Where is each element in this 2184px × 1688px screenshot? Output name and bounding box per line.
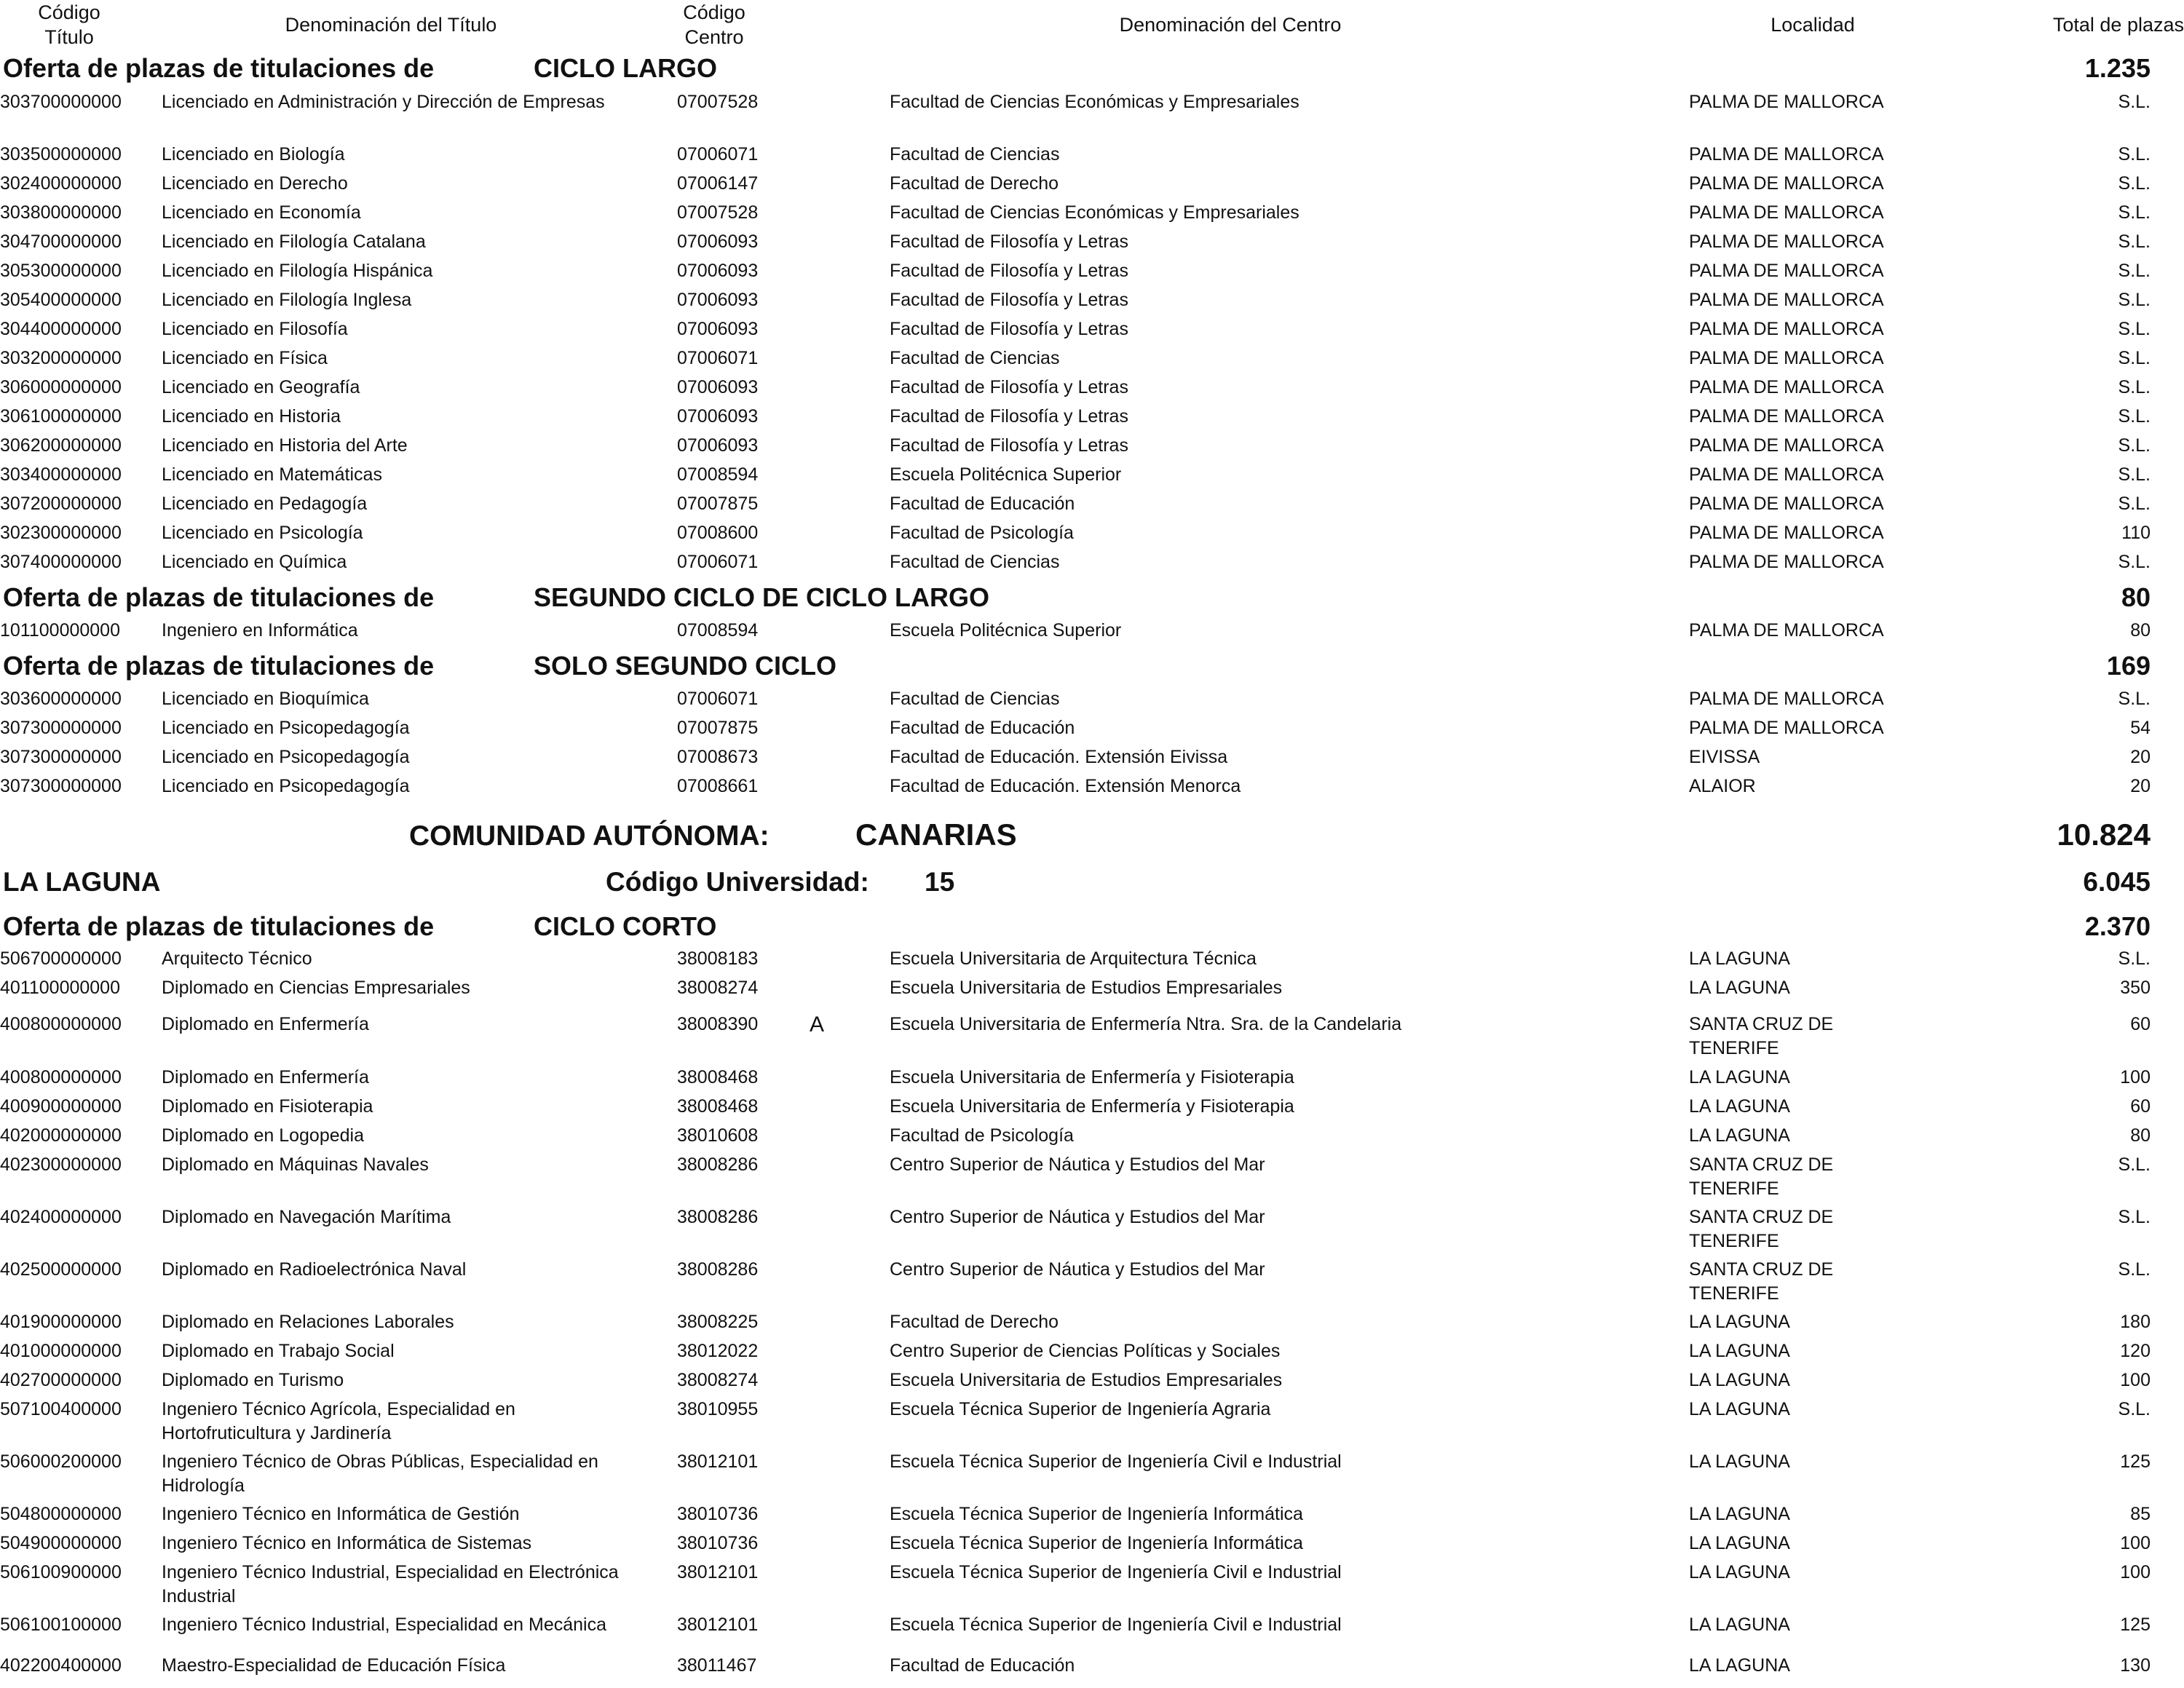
- row-code: 307400000000: [0, 552, 122, 572]
- row-title: Diplomado en Máquinas Navales: [162, 1154, 429, 1175]
- header-denominacion-centro: Denominación del Centro: [1119, 14, 1342, 36]
- row-title: Licenciado en Psicopedagogía: [162, 718, 410, 738]
- row-locality: PALMA DE MALLORCA: [1689, 435, 1884, 456]
- row-code: 402700000000: [0, 1370, 122, 1390]
- row-center-name: Facultad de Filosofía y Letras: [890, 319, 1128, 339]
- row-locality: LA LAGUNA: [1689, 1614, 1790, 1635]
- row-title: Licenciado en Biología: [162, 144, 345, 165]
- row-locality: PALMA DE MALLORCA: [1689, 348, 1884, 368]
- row-center-code: 07008600: [677, 523, 759, 543]
- row-code: 402400000000: [0, 1207, 122, 1227]
- row-locality: LA LAGUNA: [1689, 1562, 1790, 1582]
- row-center-code: 07008594: [677, 620, 759, 641]
- row-center-name: Escuela Técnica Superior de Ingeniería Informática: [890, 1504, 1303, 1524]
- row-title: Licenciado en Psicología: [162, 523, 363, 543]
- row-center-code: 38008286: [677, 1259, 759, 1280]
- row-code: 303700000000: [0, 92, 122, 112]
- row-total: S.L.: [2118, 435, 2151, 456]
- row-total: 100: [2120, 1533, 2151, 1553]
- row-locality: SANTA CRUZ DE TENERIFE: [1689, 1154, 1834, 1199]
- universidad-code: 15: [925, 867, 955, 897]
- row-code: 401900000000: [0, 1312, 122, 1332]
- row-locality: PALMA DE MALLORCA: [1689, 290, 1884, 310]
- row-code: 303800000000: [0, 202, 122, 223]
- row-center-code: 07008661: [677, 776, 759, 796]
- row-center-code: 38012022: [677, 1341, 759, 1361]
- comunidad-name: CANARIAS: [855, 817, 1017, 852]
- row-center-code: 07007528: [677, 92, 759, 112]
- row-code: 506700000000: [0, 948, 122, 969]
- row-total: S.L.: [2118, 494, 2151, 514]
- row-center-name: Facultad de Ciencias: [890, 348, 1060, 368]
- row-total: S.L.: [2118, 144, 2151, 165]
- row-code: 506000200000: [0, 1451, 122, 1472]
- row-total: S.L.: [2118, 377, 2151, 397]
- row-title: Licenciado en Bioquímica: [162, 689, 369, 709]
- row-center-code: 07006071: [677, 348, 759, 368]
- universidad-code-label: Código Universidad:: [606, 867, 869, 897]
- row-total: 100: [2120, 1562, 2151, 1582]
- row-center-name: Facultad de Filosofía y Letras: [890, 231, 1128, 252]
- row-code: 302300000000: [0, 523, 122, 543]
- row-title: Diplomado en Turismo: [162, 1370, 344, 1390]
- row-total: 350: [2120, 978, 2151, 998]
- row-center-code: 07007875: [677, 718, 759, 738]
- row-locality: PALMA DE MALLORCA: [1689, 377, 1884, 397]
- row-locality: PALMA DE MALLORCA: [1689, 173, 1884, 194]
- row-locality: ALAIOR: [1689, 776, 1756, 796]
- row-total: S.L.: [2118, 92, 2151, 112]
- row-code: 504800000000: [0, 1504, 122, 1524]
- row-total: S.L.: [2118, 948, 2151, 969]
- section-total: 80: [2121, 582, 2151, 612]
- row-center-name: Centro Superior de Náutica y Estudios del Mar: [890, 1207, 1265, 1227]
- row-center-name: Escuela Técnica Superior de Ingeniería Civil e Industrial: [890, 1451, 1342, 1472]
- row-code: 307300000000: [0, 776, 122, 796]
- section-type: CICLO CORTO: [534, 911, 717, 941]
- row-locality: LA LAGUNA: [1689, 1655, 1790, 1676]
- row-center-code: 07006071: [677, 144, 759, 165]
- row-code: 307300000000: [0, 747, 122, 767]
- row-title: Ingeniero Técnico Industrial, Especialidad en Mecánica: [162, 1614, 607, 1635]
- row-title: Diplomado en Relaciones Laborales: [162, 1312, 454, 1332]
- row-locality: SANTA CRUZ DE TENERIFE: [1689, 1207, 1834, 1251]
- row-code: 304700000000: [0, 231, 122, 252]
- row-total: S.L.: [2118, 552, 2151, 572]
- row-total: S.L.: [2118, 1154, 2151, 1175]
- row-center-name: Facultad de Filosofía y Letras: [890, 377, 1128, 397]
- row-center-name: Centro Superior de Náutica y Estudios del Mar: [890, 1154, 1265, 1175]
- section-total: 2.370: [2084, 911, 2151, 941]
- row-title: Diplomado en Logopedia: [162, 1125, 364, 1146]
- row-locality: SANTA CRUZ DE TENERIFE: [1689, 1014, 1834, 1058]
- row-title: Licenciado en Química: [162, 552, 347, 572]
- row-total: S.L.: [2118, 464, 2151, 485]
- row-center-name: Facultad de Filosofía y Letras: [890, 406, 1128, 427]
- row-center-code: 38008286: [677, 1154, 759, 1175]
- row-total: 60: [2130, 1096, 2151, 1117]
- row-center-name: Escuela Universitaria de Arquitectura Técnica: [890, 948, 1257, 969]
- row-total: 125: [2120, 1451, 2151, 1472]
- row-locality: PALMA DE MALLORCA: [1689, 620, 1884, 641]
- row-code: 306000000000: [0, 377, 122, 397]
- row-locality: PALMA DE MALLORCA: [1689, 552, 1884, 572]
- row-code: 402500000000: [0, 1259, 122, 1280]
- row-code: 307200000000: [0, 494, 122, 514]
- row-total: 20: [2130, 776, 2151, 796]
- row-locality: LA LAGUNA: [1689, 978, 1790, 998]
- row-center-name: Escuela Universitaria de Enfermería Ntra. Sra. de la Candelaria: [890, 1014, 1402, 1034]
- row-total: 110: [2121, 523, 2151, 543]
- row-center-code: 38012101: [677, 1451, 759, 1472]
- row-center-code: 07006093: [677, 231, 759, 252]
- row-center-code: 38010736: [677, 1533, 759, 1553]
- row-locality: LA LAGUNA: [1689, 1312, 1790, 1332]
- row-center-code: 38012101: [677, 1614, 759, 1635]
- row-title: Licenciado en Física: [162, 348, 328, 368]
- row-center-name: Facultad de Educación. Extensión Menorca: [890, 776, 1241, 796]
- row-total: S.L.: [2118, 290, 2151, 310]
- row-center-name: Escuela Técnica Superior de Ingeniería Civil e Industrial: [890, 1562, 1342, 1582]
- row-title: Arquitecto Técnico: [162, 948, 312, 969]
- row-total: 80: [2130, 620, 2151, 641]
- row-total: 120: [2120, 1341, 2151, 1361]
- row-locality: PALMA DE MALLORCA: [1689, 144, 1884, 165]
- row-center-code: 38008286: [677, 1207, 759, 1227]
- row-code: 506100900000: [0, 1562, 122, 1582]
- row-center-name: Escuela Politécnica Superior: [890, 464, 1122, 485]
- row-center-code: 38008468: [677, 1096, 759, 1117]
- row-center-code: 38008225: [677, 1312, 759, 1332]
- row-code: 507100400000: [0, 1399, 122, 1419]
- header-localidad: Localidad: [1770, 14, 1855, 36]
- row-code: 402300000000: [0, 1154, 122, 1175]
- row-locality: PALMA DE MALLORCA: [1689, 202, 1884, 223]
- row-center-name: Facultad de Ciencias: [890, 552, 1060, 572]
- row-title: Licenciado en Historia: [162, 406, 341, 427]
- row-total: S.L.: [2118, 1207, 2151, 1227]
- row-total: S.L.: [2118, 173, 2151, 194]
- row-title: Diplomado en Enfermería: [162, 1067, 369, 1087]
- row-total: S.L.: [2118, 1259, 2151, 1280]
- row-locality: LA LAGUNA: [1689, 1533, 1790, 1553]
- row-center-name: Facultad de Derecho: [890, 173, 1059, 194]
- row-code: 303500000000: [0, 144, 122, 165]
- row-title: Licenciado en Economía: [162, 202, 361, 223]
- row-center-name: Facultad de Ciencias Económicas y Empresariales: [890, 92, 1299, 112]
- row-center-code: 38011467: [677, 1655, 757, 1676]
- row-center-name: Facultad de Psicología: [890, 523, 1074, 543]
- row-code: 303600000000: [0, 689, 122, 709]
- row-center-name: Facultad de Educación: [890, 494, 1075, 514]
- row-center-code: 07006093: [677, 435, 759, 456]
- row-center-name: Centro Superior de Náutica y Estudios del Mar: [890, 1259, 1265, 1280]
- row-locality: LA LAGUNA: [1689, 1125, 1790, 1146]
- row-total: 125: [2120, 1614, 2151, 1635]
- row-center-code: 07006093: [677, 406, 759, 427]
- row-total: 60: [2130, 1014, 2151, 1034]
- row-title: Licenciado en Historia del Arte: [162, 435, 408, 456]
- row-center-name: Escuela Técnica Superior de Ingeniería Informática: [890, 1533, 1303, 1553]
- row-center-name: Facultad de Educación: [890, 718, 1075, 738]
- section-label: Oferta de plazas de titulaciones de: [3, 53, 435, 83]
- row-center-name: Facultad de Derecho: [890, 1312, 1059, 1332]
- row-center-name: Escuela Técnica Superior de Ingeniería Agraria: [890, 1399, 1271, 1419]
- row-title: Licenciado en Administración y Dirección de Empresas: [162, 92, 605, 112]
- row-center-code: 38010736: [677, 1504, 759, 1524]
- section-type: CICLO LARGO: [534, 53, 717, 83]
- row-center-code: 38008274: [677, 1370, 759, 1390]
- row-title: Licenciado en Psicopedagogía: [162, 776, 410, 796]
- row-title: Diplomado en Enfermería: [162, 1014, 369, 1034]
- row-title: Maestro-Especialidad de Educación Física: [162, 1655, 506, 1676]
- row-title: Licenciado en Geografía: [162, 377, 360, 397]
- row-code: 402200400000: [0, 1655, 122, 1676]
- row-center-code: 07006093: [677, 261, 759, 281]
- row-code: 306200000000: [0, 435, 122, 456]
- row-title: Ingeniero Técnico en Informática de Sistemas: [162, 1533, 532, 1553]
- universidad-name: LA LAGUNA: [3, 867, 161, 897]
- header-denominacion-titulo: Denominación del Título: [285, 14, 497, 36]
- row-center-code: 07006147: [677, 173, 759, 194]
- row-title: Diplomado en Trabajo Social: [162, 1341, 395, 1361]
- row-locality: PALMA DE MALLORCA: [1689, 231, 1884, 252]
- row-total: 20: [2130, 747, 2151, 767]
- row-total: S.L.: [2118, 261, 2151, 281]
- row-center-name: Escuela Universitaria de Estudios Empresariales: [890, 1370, 1283, 1390]
- row-title: Licenciado en Filología Catalana: [162, 231, 426, 252]
- row-title: Licenciado en Pedagogía: [162, 494, 368, 514]
- section-total: 169: [2106, 651, 2151, 681]
- row-center-code: 07008673: [677, 747, 759, 767]
- row-code: 402000000000: [0, 1125, 122, 1146]
- row-locality: PALMA DE MALLORCA: [1689, 406, 1884, 427]
- row-center-name: Escuela Universitaria de Enfermería y Fisioterapia: [890, 1096, 1294, 1117]
- row-code: 304400000000: [0, 319, 122, 339]
- row-locality: EIVISSA: [1689, 747, 1760, 767]
- row-title: Diplomado en Navegación Marítima: [162, 1207, 451, 1227]
- row-code: 504900000000: [0, 1533, 122, 1553]
- row-center-code: 07006071: [677, 689, 759, 709]
- row-center-name: Facultad de Psicología: [890, 1125, 1074, 1146]
- section-type: SOLO SEGUNDO CICLO: [534, 651, 837, 681]
- row-center-code: 07006071: [677, 552, 759, 572]
- row-total: 130: [2120, 1655, 2151, 1676]
- row-code: 400800000000: [0, 1014, 122, 1034]
- row-locality: PALMA DE MALLORCA: [1689, 92, 1884, 112]
- row-code: 303200000000: [0, 348, 122, 368]
- row-title: Ingeniero Técnico Industrial, Especialidad en Electrónica Industrial: [162, 1562, 619, 1606]
- header-codigo-titulo: Código Título: [38, 1, 100, 48]
- row-center-code: 07007875: [677, 494, 759, 514]
- row-locality: PALMA DE MALLORCA: [1689, 319, 1884, 339]
- row-code: 401000000000: [0, 1341, 122, 1361]
- row-title: Ingeniero en Informática: [162, 620, 358, 641]
- row-center-code: 38012101: [677, 1562, 759, 1582]
- section-type: SEGUNDO CICLO DE CICLO LARGO: [534, 582, 990, 612]
- row-center-name: Escuela Universitaria de Estudios Empresariales: [890, 978, 1283, 998]
- row-total: 100: [2120, 1067, 2151, 1087]
- row-center-name: Escuela Politécnica Superior: [890, 620, 1122, 641]
- row-code: 303400000000: [0, 464, 122, 485]
- comunidad-total: 10.824: [2057, 817, 2151, 852]
- row-title: Licenciado en Derecho: [162, 173, 348, 194]
- row-title: Diplomado en Radioelectrónica Naval: [162, 1259, 467, 1280]
- row-code: 401100000000: [0, 978, 120, 998]
- row-title: Ingeniero Técnico de Obras Públicas, Especialidad en Hidrología: [162, 1451, 598, 1496]
- row-total: S.L.: [2118, 231, 2151, 252]
- row-total: 54: [2130, 718, 2151, 738]
- comunidad-label: COMUNIDAD AUTÓNOMA:: [409, 820, 769, 852]
- header-codigo-centro: Código Centro: [683, 1, 745, 48]
- row-center-code: 07006093: [677, 319, 759, 339]
- row-locality: LA LAGUNA: [1689, 1370, 1790, 1390]
- row-center-name: Facultad de Ciencias Económicas y Empresariales: [890, 202, 1299, 223]
- row-total: S.L.: [2118, 406, 2151, 427]
- row-code: 400800000000: [0, 1067, 122, 1087]
- row-center-code: 38008468: [677, 1067, 759, 1087]
- row-total: S.L.: [2118, 319, 2151, 339]
- row-center-name: Facultad de Ciencias: [890, 689, 1060, 709]
- row-locality: PALMA DE MALLORCA: [1689, 523, 1884, 543]
- row-center-code: 07008594: [677, 464, 759, 485]
- row-title: Diplomado en Ciencias Empresariales: [162, 978, 470, 998]
- section-label: Oferta de plazas de titulaciones de: [3, 582, 435, 612]
- row-center-name: Facultad de Educación: [890, 1655, 1075, 1676]
- row-title: Diplomado en Fisioterapia: [162, 1096, 373, 1117]
- row-locality: PALMA DE MALLORCA: [1689, 261, 1884, 281]
- row-locality: LA LAGUNA: [1689, 1096, 1790, 1117]
- row-locality: LA LAGUNA: [1689, 1504, 1790, 1524]
- row-code: 306100000000: [0, 406, 122, 427]
- row-center-code: 38008274: [677, 978, 759, 998]
- row-locality: LA LAGUNA: [1689, 1399, 1790, 1419]
- row-title: Ingeniero Técnico Agrícola, Especialidad en Hortofruticultura y Jardinería: [162, 1399, 515, 1443]
- row-total: S.L.: [2118, 202, 2151, 223]
- row-center-code: 07007528: [677, 202, 759, 223]
- section-label: Oferta de plazas de titulaciones de: [3, 651, 435, 681]
- row-locality: PALMA DE MALLORCA: [1689, 689, 1884, 709]
- row-title: Licenciado en Psicopedagogía: [162, 747, 410, 767]
- row-code: 307300000000: [0, 718, 122, 738]
- section-label: Oferta de plazas de titulaciones de: [3, 911, 435, 941]
- row-center-code: 07006093: [677, 377, 759, 397]
- row-total: S.L.: [2118, 1399, 2151, 1419]
- row-locality: SANTA CRUZ DE TENERIFE: [1689, 1259, 1834, 1304]
- universidad-total: 6.045: [2083, 867, 2151, 897]
- row-center-code: 07006093: [677, 290, 759, 310]
- row-code: 400900000000: [0, 1096, 122, 1117]
- row-center-name: Centro Superior de Ciencias Políticas y Sociales: [890, 1341, 1281, 1361]
- row-code: 101100000000: [0, 620, 120, 641]
- row-code: 506100100000: [0, 1614, 122, 1635]
- row-code: 305300000000: [0, 261, 122, 281]
- row-locality: LA LAGUNA: [1689, 948, 1790, 969]
- row-title: Licenciado en Filología Inglesa: [162, 290, 412, 310]
- row-title: Ingeniero Técnico en Informática de Gestión: [162, 1504, 520, 1524]
- row-title: Licenciado en Filología Hispánica: [162, 261, 433, 281]
- section-total: 1.235: [2084, 53, 2151, 83]
- row-total: 85: [2130, 1504, 2151, 1524]
- row-locality: PALMA DE MALLORCA: [1689, 464, 1884, 485]
- row-center-code: 38008183: [677, 948, 759, 969]
- row-title: Licenciado en Filosofía: [162, 319, 348, 339]
- row-center-code: 38008390: [677, 1014, 759, 1034]
- row-locality: LA LAGUNA: [1689, 1067, 1790, 1087]
- row-total: S.L.: [2118, 348, 2151, 368]
- row-flag: A: [810, 1013, 825, 1037]
- row-total: 80: [2130, 1125, 2151, 1146]
- row-total: S.L.: [2118, 689, 2151, 709]
- row-code: 302400000000: [0, 173, 122, 194]
- row-total: 100: [2120, 1370, 2151, 1390]
- row-center-code: 38010955: [677, 1399, 759, 1419]
- row-center-name: Facultad de Filosofía y Letras: [890, 261, 1128, 281]
- row-locality: LA LAGUNA: [1689, 1451, 1790, 1472]
- row-center-code: 38010608: [677, 1125, 759, 1146]
- header-total-plazas: Total de plazas: [2052, 14, 2184, 36]
- row-center-name: Facultad de Ciencias: [890, 144, 1060, 165]
- row-center-name: Escuela Universitaria de Enfermería y Fisioterapia: [890, 1067, 1294, 1087]
- row-center-name: Escuela Técnica Superior de Ingeniería Civil e Industrial: [890, 1614, 1342, 1635]
- row-locality: PALMA DE MALLORCA: [1689, 718, 1884, 738]
- row-center-name: Facultad de Filosofía y Letras: [890, 435, 1128, 456]
- row-center-name: Facultad de Educación. Extensión Eivissa: [890, 747, 1228, 767]
- row-center-name: Facultad de Filosofía y Letras: [890, 290, 1128, 310]
- row-total: 180: [2120, 1312, 2151, 1332]
- row-code: 305400000000: [0, 290, 122, 310]
- row-locality: PALMA DE MALLORCA: [1689, 494, 1884, 514]
- row-title: Licenciado en Matemáticas: [162, 464, 382, 485]
- row-locality: LA LAGUNA: [1689, 1341, 1790, 1361]
